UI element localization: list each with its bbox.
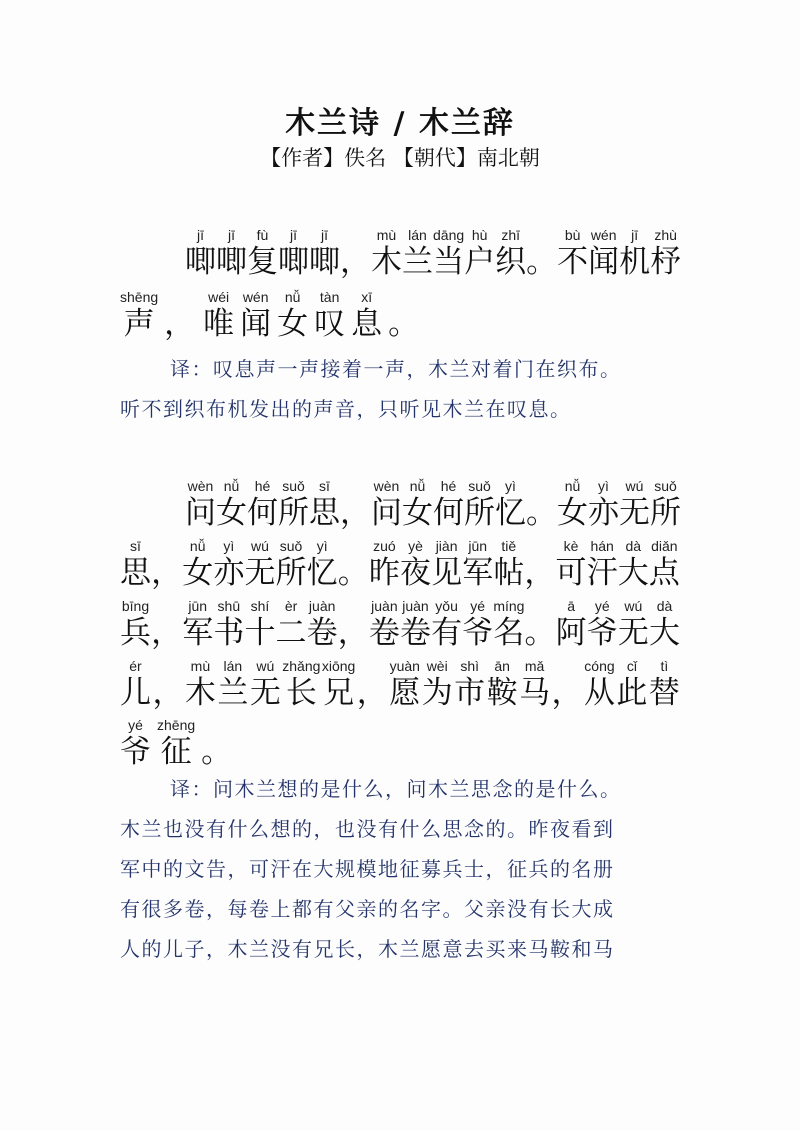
hanzi: 何 — [433, 495, 464, 531]
character-cell — [495, 477, 526, 531]
hanzi: 阿 — [555, 615, 587, 651]
pinyin: tiě — [501, 538, 517, 554]
hanzi: 卷 — [368, 615, 400, 651]
character-cell — [495, 226, 526, 280]
hanzi: 鞍 — [486, 675, 518, 711]
pinyin: mù — [190, 658, 211, 674]
character-cell — [650, 477, 681, 531]
hanzi: 唧 — [185, 244, 216, 280]
pinyin: yì — [505, 478, 516, 494]
hanzi: 叹 — [314, 306, 346, 342]
hanzi: 从 — [583, 675, 615, 711]
hanzi: 为 — [421, 675, 453, 711]
translation-line: 军中的文告，可汗在大规模地征募兵士，征兵的名册 — [120, 857, 615, 881]
hanzi: 昨 — [368, 555, 400, 591]
character-cell — [556, 597, 587, 651]
character-cell — [244, 537, 275, 591]
character-cell — [588, 477, 619, 531]
character-cell — [588, 226, 619, 280]
pinyin: yé — [128, 717, 143, 733]
character-cell — [650, 226, 681, 280]
character-cell — [422, 657, 453, 711]
character-cell — [120, 537, 151, 591]
character-cell — [526, 477, 557, 531]
character-cell — [203, 288, 234, 342]
pinyin: mǎ — [524, 658, 545, 674]
hanzi: 唧 — [278, 244, 309, 280]
pinyin: zhēng — [157, 717, 196, 733]
pinyin: hù — [471, 227, 488, 243]
pinyin: xiōng — [321, 658, 356, 674]
hanzi: 兄 — [323, 675, 355, 711]
pinyin: yì — [598, 478, 609, 494]
character-cell — [369, 537, 400, 591]
hanzi: ， — [340, 495, 371, 531]
character-cell — [185, 657, 216, 711]
hanzi: ， — [551, 675, 583, 711]
hanzi: 。 — [337, 555, 369, 591]
character-cell — [213, 537, 244, 591]
character-cell — [402, 477, 433, 531]
hanzi: 女 — [277, 306, 309, 342]
character-cell — [584, 657, 615, 711]
hanzi: 所 — [278, 495, 309, 531]
hanzi: 杼 — [650, 244, 682, 280]
hanzi: 女 — [402, 495, 433, 531]
character-cell — [371, 226, 402, 280]
character-cell — [277, 288, 308, 342]
pinyin: sī — [319, 478, 330, 494]
hanzi: 。 — [524, 615, 556, 651]
hanzi: 军 — [462, 555, 494, 591]
character-cell — [185, 477, 216, 531]
pinyin: bù — [564, 227, 581, 243]
hanzi: 唧 — [309, 244, 340, 280]
pinyin: zhǎng — [282, 658, 321, 674]
verse-line — [120, 716, 240, 770]
hanzi: 何 — [247, 495, 278, 531]
pinyin: wèn — [373, 478, 400, 494]
pinyin: ā — [567, 598, 576, 614]
hanzi: ， — [524, 555, 556, 591]
pinyin: wéi — [208, 289, 230, 305]
hanzi: ， — [356, 675, 388, 711]
character-cell — [309, 226, 340, 280]
character-cell — [619, 226, 650, 280]
hanzi: 见 — [431, 555, 463, 591]
hanzi: 所 — [650, 495, 681, 531]
character-cell — [151, 597, 182, 651]
verse-line — [120, 597, 680, 651]
hanzi: 不 — [557, 244, 589, 280]
pinyin: bīng — [121, 598, 150, 614]
character-cell — [400, 597, 431, 651]
character-cell — [619, 477, 650, 531]
pinyin: kè — [563, 538, 579, 554]
hanzi: 爷 — [586, 615, 618, 651]
hanzi: 征 — [160, 734, 192, 770]
pinyin: yǒu — [435, 598, 458, 614]
character-cell — [351, 288, 382, 342]
character-cell — [649, 597, 680, 651]
hanzi: 愿 — [389, 675, 421, 711]
hanzi: 所 — [464, 495, 495, 531]
character-cell — [276, 597, 307, 651]
hanzi: ， — [337, 615, 369, 651]
pinyin: diǎn — [651, 538, 678, 554]
hanzi: 息 — [351, 306, 383, 342]
hanzi: 唯 — [203, 306, 235, 342]
hanzi: 名 — [493, 615, 525, 651]
pinyin: nǚ — [409, 478, 426, 494]
pinyin: mù — [376, 227, 397, 243]
character-cell — [649, 657, 680, 711]
character-cell — [493, 537, 524, 591]
pinyin: zuó — [373, 538, 396, 554]
translation-line: 译：叹息声一声接着一声，木兰对着门在织布。 — [170, 357, 622, 381]
pinyin: nǚ — [223, 478, 240, 494]
hanzi: ， — [340, 244, 371, 280]
hanzi: 唧 — [216, 244, 247, 280]
hanzi: 思 — [309, 495, 340, 531]
hanzi: 闻 — [588, 244, 620, 280]
pinyin: dà — [625, 538, 642, 554]
character-cell — [526, 226, 557, 280]
hanzi: 夜 — [399, 555, 431, 591]
hanzi: 市 — [454, 675, 486, 711]
hanzi: 帖 — [493, 555, 525, 591]
pinyin: jūn — [188, 598, 208, 614]
character-cell — [431, 597, 462, 651]
verse-line — [185, 477, 680, 531]
character-cell — [462, 537, 493, 591]
pinyin: jūn — [468, 538, 488, 554]
pinyin: suǒ — [282, 478, 305, 494]
character-cell — [338, 537, 369, 591]
pinyin: nǚ — [284, 289, 301, 305]
character-cell — [388, 288, 419, 342]
character-cell — [278, 226, 309, 280]
character-cell — [519, 657, 550, 711]
hanzi: ， — [152, 675, 184, 711]
hanzi: 卷 — [306, 615, 338, 651]
character-cell — [322, 657, 355, 711]
hanzi: 思 — [120, 555, 151, 591]
pinyin: yè — [408, 538, 423, 554]
pinyin: shēng — [120, 289, 159, 305]
pinyin: dà — [656, 598, 673, 614]
hanzi: 爷 — [462, 615, 494, 651]
character-cell — [431, 537, 462, 591]
pinyin: wú — [250, 538, 269, 554]
character-cell — [524, 537, 555, 591]
character-cell — [307, 597, 338, 651]
character-cell — [525, 597, 556, 651]
pinyin: hán — [590, 538, 614, 554]
hanzi: 儿 — [120, 675, 151, 711]
pinyin: nǚ — [564, 478, 581, 494]
hanzi: 无 — [249, 675, 281, 711]
character-cell — [276, 537, 307, 591]
character-cell — [250, 657, 281, 711]
character-cell — [616, 657, 647, 711]
pinyin: lán — [223, 658, 243, 674]
hanzi: 女 — [182, 555, 214, 591]
pinyin: cóng — [584, 658, 615, 674]
hanzi: 。 — [526, 244, 558, 280]
hanzi: 长 — [285, 675, 317, 711]
hanzi: 大 — [648, 615, 680, 651]
character-cell — [433, 477, 464, 531]
pinyin: jī — [290, 227, 297, 243]
character-cell — [182, 537, 213, 591]
hanzi: 军 — [182, 615, 214, 651]
pinyin: shū — [217, 598, 241, 614]
pinyin: zhī — [501, 227, 520, 243]
hanzi: 亦 — [588, 495, 619, 531]
character-cell — [556, 537, 587, 591]
hanzi: 点 — [648, 555, 680, 591]
hanzi: 书 — [213, 615, 245, 651]
hanzi: 所 — [275, 555, 307, 591]
hanzi: 木 — [184, 675, 216, 711]
hanzi: 汗 — [586, 555, 618, 591]
translation-line: 译：问木兰想的是什么，问木兰思念的是什么。 — [170, 777, 622, 801]
pinyin: dāng — [433, 227, 465, 243]
pinyin: yì — [223, 538, 235, 554]
character-cell — [338, 597, 369, 651]
pinyin: jī — [321, 227, 328, 243]
character-cell — [454, 657, 485, 711]
hanzi: 。 — [388, 306, 420, 342]
pinyin: suǒ — [654, 478, 677, 494]
character-cell — [120, 716, 151, 770]
hanzi: 。 — [526, 495, 557, 531]
author-dynasty: 【作者】佚名 【朝代】南北朝 — [260, 146, 540, 170]
pinyin: wèi — [426, 658, 448, 674]
hanzi: 爷 — [120, 734, 151, 770]
poem-title: 木兰诗 / 木兰辞 — [285, 106, 515, 141]
character-cell — [493, 597, 524, 651]
hanzi: ， — [151, 555, 183, 591]
hanzi: 户 — [464, 244, 496, 280]
pinyin: jiàn — [435, 538, 458, 554]
pinyin: suǒ — [279, 538, 303, 554]
character-cell — [120, 597, 151, 651]
verse-line — [120, 288, 427, 342]
pinyin: xī — [361, 289, 373, 305]
pinyin: yì — [316, 538, 328, 554]
character-cell — [464, 226, 495, 280]
pinyin: hé — [440, 478, 457, 494]
pinyin: jī — [197, 227, 204, 243]
character-cell — [587, 537, 618, 591]
character-cell — [587, 597, 618, 651]
character-cell — [247, 477, 278, 531]
character-cell — [371, 477, 402, 531]
hanzi: 兰 — [217, 675, 249, 711]
hanzi: 二 — [275, 615, 307, 651]
hanzi: 忆 — [495, 495, 526, 531]
pinyin: wú — [256, 658, 275, 674]
hanzi: 问 — [371, 495, 402, 531]
character-cell — [152, 657, 183, 711]
hanzi: 兰 — [402, 244, 433, 280]
character-cell — [552, 657, 583, 711]
character-cell — [120, 288, 158, 342]
character-cell — [307, 537, 338, 591]
character-cell — [164, 288, 195, 342]
character-cell — [185, 226, 216, 280]
hanzi: 女 — [557, 495, 588, 531]
pinyin: yuàn — [389, 658, 420, 674]
character-cell — [157, 716, 195, 770]
translation-line: 人的儿子，木兰没有兄长，木兰愿意去买来马鞍和马 — [120, 937, 615, 961]
pinyin: tàn — [319, 289, 340, 305]
character-cell — [557, 226, 588, 280]
pinyin: wén — [590, 227, 617, 243]
hanzi: 无 — [617, 615, 649, 651]
pinyin: wú — [625, 478, 644, 494]
pinyin: cǐ — [626, 658, 637, 674]
character-cell — [618, 597, 649, 651]
hanzi: 当 — [433, 244, 465, 280]
pinyin: nǚ — [189, 538, 206, 554]
pinyin: jī — [631, 227, 639, 243]
hanzi: 。 — [201, 734, 233, 770]
translation-line: 木兰也没有什么想的，也没有什么思念的。昨夜看到 — [120, 817, 615, 841]
character-cell — [217, 657, 248, 711]
hanzi: 亦 — [213, 555, 245, 591]
hanzi: 机 — [619, 244, 651, 280]
character-cell — [433, 226, 464, 280]
hanzi: 无 — [619, 495, 650, 531]
pinyin: yé — [594, 598, 610, 614]
character-cell — [402, 226, 433, 280]
hanzi: 马 — [519, 675, 551, 711]
character-cell — [120, 657, 151, 711]
character-cell — [213, 597, 244, 651]
character-cell — [278, 477, 309, 531]
character-cell — [618, 537, 649, 591]
pinyin: lán — [408, 227, 427, 243]
hanzi: 此 — [616, 675, 648, 711]
pinyin: wèn — [187, 478, 214, 494]
character-cell — [340, 477, 371, 531]
character-cell — [557, 477, 588, 531]
hanzi: 声 — [123, 306, 155, 342]
verse-line — [185, 226, 680, 280]
character-cell — [340, 226, 371, 280]
character-cell — [487, 657, 518, 711]
character-cell — [357, 657, 388, 711]
hanzi: 闻 — [240, 306, 272, 342]
pinyin: wú — [624, 598, 643, 614]
hanzi: 复 — [247, 244, 278, 280]
character-cell — [389, 657, 420, 711]
character-cell — [369, 597, 400, 651]
pinyin: yé — [470, 598, 486, 614]
character-cell — [216, 226, 247, 280]
pinyin: tì — [660, 658, 669, 674]
character-cell — [464, 477, 495, 531]
pinyin: shì — [460, 658, 479, 674]
character-cell — [400, 537, 431, 591]
character-cell — [462, 597, 493, 651]
pinyin: wén — [242, 289, 269, 305]
hanzi: 大 — [617, 555, 649, 591]
hanzi: 可 — [555, 555, 587, 591]
character-cell — [282, 657, 320, 711]
pinyin: juàn — [371, 598, 398, 614]
pinyin: hé — [254, 478, 271, 494]
character-cell — [247, 226, 278, 280]
character-cell — [182, 597, 213, 651]
pinyin: zhù — [654, 227, 677, 243]
pinyin: suǒ — [468, 478, 491, 494]
pinyin: jī — [228, 227, 235, 243]
verse-line — [120, 657, 680, 711]
hanzi: 卷 — [399, 615, 431, 651]
hanzi: 无 — [244, 555, 276, 591]
hanzi: 问 — [185, 495, 216, 531]
character-cell — [151, 537, 182, 591]
pinyin: fù — [256, 227, 269, 243]
pinyin: ān — [494, 658, 510, 674]
hanzi: 女 — [216, 495, 247, 531]
hanzi: 有 — [431, 615, 463, 651]
verse-line — [120, 537, 680, 591]
character-cell — [201, 716, 232, 770]
hanzi: ， — [164, 306, 196, 342]
hanzi: 忆 — [306, 555, 338, 591]
translation-line: 听不到织布机发出的声音，只听见木兰在叹息。 — [120, 397, 572, 421]
pinyin: míng — [493, 598, 525, 614]
character-cell — [314, 288, 345, 342]
character-cell — [309, 477, 340, 531]
pinyin: shí — [250, 598, 270, 614]
character-cell — [240, 288, 271, 342]
pinyin: juàn — [308, 598, 336, 614]
character-cell — [244, 597, 275, 651]
character-cell — [649, 537, 680, 591]
character-cell — [216, 477, 247, 531]
pinyin: juàn — [402, 598, 429, 614]
hanzi: 兵 — [120, 615, 151, 651]
pinyin: ér — [129, 658, 142, 674]
hanzi: 织 — [495, 244, 527, 280]
hanzi: 十 — [244, 615, 276, 651]
hanzi: ， — [151, 615, 183, 651]
pinyin: èr — [284, 598, 298, 614]
hanzi: 木 — [371, 244, 402, 280]
pinyin: sī — [130, 538, 141, 554]
translation-line: 有很多卷，每卷上都有父亲的名字。父亲没有长大成 — [120, 897, 615, 921]
hanzi: 替 — [648, 675, 680, 711]
